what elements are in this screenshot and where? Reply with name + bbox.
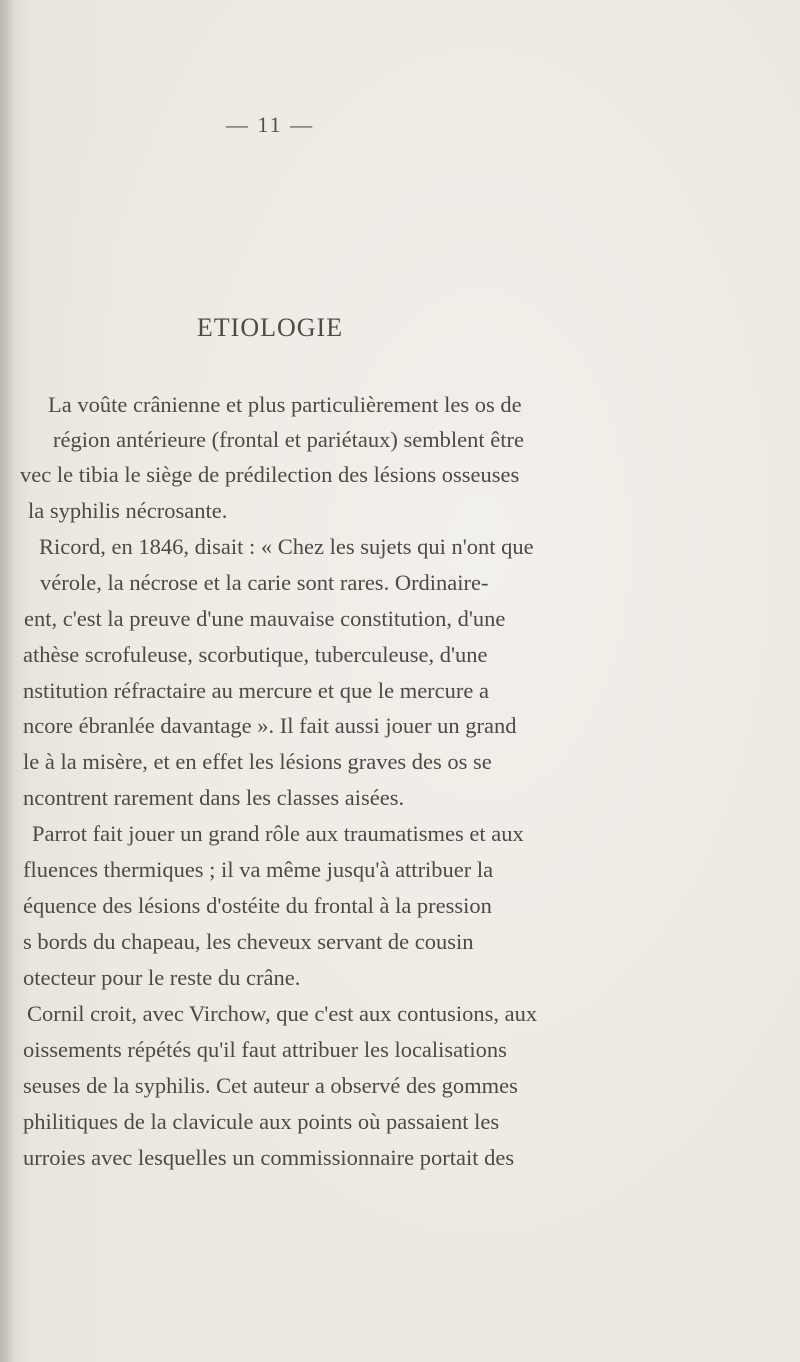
text-line: nstitution réfractaire au mercure et que le mercure a: [23, 678, 489, 703]
text-line: otecteur pour le reste du crâne.: [23, 965, 301, 990]
body-text: [20, 388, 800, 1268]
text-line: le à la misère, et en effet les lésions graves des os se: [23, 749, 492, 774]
text-line: ncontrent rarement dans les classes aisées.: [23, 785, 405, 810]
binding-shadow: [0, 0, 14, 1362]
text-line: vec le tibia le siège de prédilection des lésions osseuses: [20, 462, 520, 487]
text-line: la syphilis nécrosante.: [28, 498, 228, 523]
text-line: ent, c'est la preuve d'une mauvaise constitution, d'une: [24, 606, 506, 631]
text-line: Ricord, en 1846, disait : « Chez les sujets qui n'ont que: [39, 534, 534, 559]
text-line: urroies avec lesquelles un commissionnaire portait des: [23, 1145, 515, 1170]
text-line: seuses de la syphilis. Cet auteur a observé des gommes: [23, 1073, 518, 1098]
chapter-title: ETIOLOGIE: [196, 313, 344, 342]
text-line: oissements répétés qu'il faut attribuer les localisations: [23, 1037, 507, 1062]
text-line: vérole, la nécrose et la carie sont rares. Ordinaire-: [40, 570, 489, 595]
text-line: Parrot fait jouer un grand rôle aux traumatismes et aux: [32, 821, 524, 846]
text-line: s bords du chapeau, les cheveux servant de cousin: [23, 929, 474, 954]
text-line: La voûte crânienne et plus particulièrement les os de: [48, 392, 522, 417]
text-line: région antérieure (frontal et pariétaux) semblent être: [53, 427, 525, 452]
page-number: — 11 —: [225, 112, 315, 137]
text-line: fluences thermiques ; il va même jusqu'à attribuer la: [23, 857, 494, 882]
text-line: ncore ébranlée davantage ». Il fait aussi jouer un grand: [23, 713, 517, 738]
text-line: athèse scrofuleuse, scorbutique, tuberculeuse, d'une: [23, 642, 488, 667]
text-line: équence des lésions d'ostéite du frontal à la pression: [23, 893, 492, 918]
text-line: Cornil croit, avec Virchow, que c'est aux contusions, aux: [27, 1001, 538, 1026]
text-line: philitiques de la clavicule aux points où passaient les: [23, 1109, 500, 1134]
